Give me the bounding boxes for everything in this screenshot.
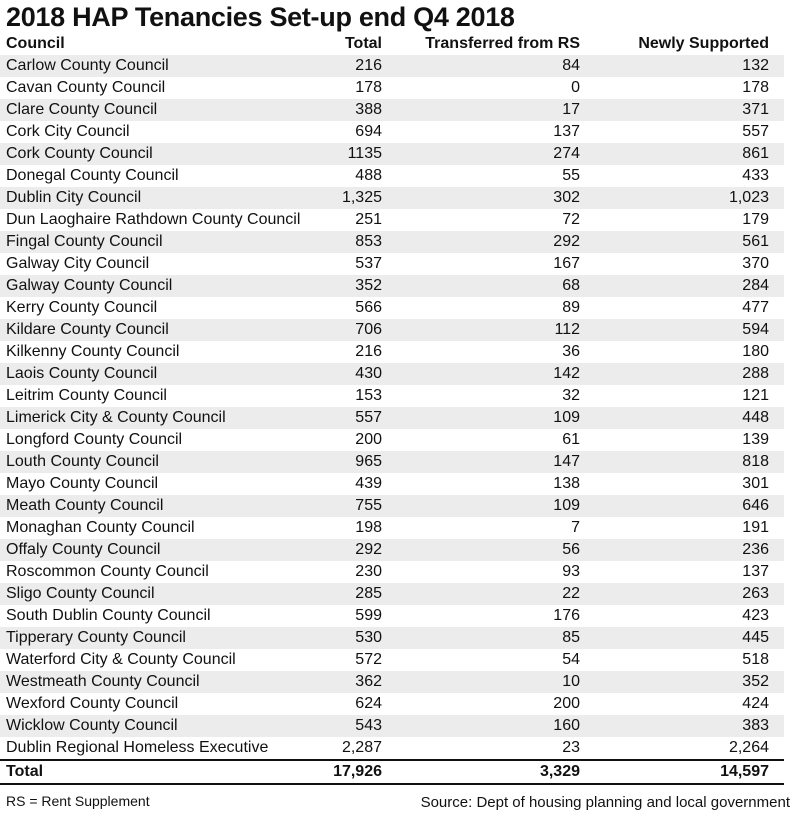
council-name: Monaghan County Council (6, 519, 195, 536)
newly-supported-value: 818 (580, 451, 769, 473)
table-row (0, 319, 784, 341)
total-value: 388 (330, 99, 382, 121)
transferred-value: 54 (562, 651, 580, 668)
spacer (769, 275, 784, 297)
table-row (0, 715, 784, 737)
total-value: 2,287 (341, 739, 382, 756)
transferred-value: 142 (382, 363, 580, 385)
council-name: Wicklow County Council (0, 715, 330, 737)
council-name: Dublin City Council (0, 187, 330, 209)
table-row (0, 77, 784, 99)
source-note: Source: Dept of housing planning and local government (420, 794, 790, 811)
council-name: Kerry County Council (6, 299, 158, 316)
total-value: 17,926 (330, 760, 382, 784)
council-name: Limerick City & County Council (0, 407, 330, 429)
total-value: 352 (330, 275, 382, 297)
newly-supported-value: 137 (742, 563, 769, 580)
newly-supported-value: 423 (742, 607, 769, 624)
total-value: 216 (330, 55, 382, 77)
transferred-value: 10 (382, 671, 580, 693)
council-name: Roscommon County Council (6, 563, 209, 580)
total-transferred: 3,329 (382, 760, 580, 784)
transferred-value: 84 (382, 55, 580, 77)
total-value: 251 (355, 211, 382, 228)
spacer (769, 760, 784, 784)
spacer (769, 363, 784, 385)
spacer (769, 627, 784, 649)
total-value: 178 (355, 79, 382, 96)
total-row (0, 760, 784, 784)
column-header-transferred: Transferred from RS (425, 35, 580, 52)
total-value: 599 (355, 607, 382, 624)
transferred-value: 200 (553, 695, 580, 712)
table-row (0, 671, 784, 693)
newly-supported-value: 861 (580, 143, 769, 165)
newly-supported-value: 132 (580, 55, 769, 77)
total-value: 439 (355, 475, 382, 492)
transferred-value: 112 (382, 319, 580, 341)
council-name: Fingal County Council (0, 231, 330, 253)
spacer (769, 495, 784, 517)
total-value: 198 (355, 519, 382, 536)
newly-supported-value: 371 (580, 99, 769, 121)
transferred-value: 7 (571, 519, 580, 536)
transferred-value: 55 (562, 167, 580, 184)
newly-supported-value: 518 (742, 651, 769, 668)
council-name: Cork City Council (6, 123, 130, 140)
council-name: Kildare County Council (0, 319, 330, 341)
spacer (769, 473, 784, 495)
total-value: 853 (330, 231, 382, 253)
council-name: South Dublin County Council (6, 607, 211, 624)
spacer (769, 253, 784, 275)
total-value: 292 (330, 539, 382, 561)
total-value: 530 (330, 627, 382, 649)
transferred-value: 89 (562, 299, 580, 316)
spacer (769, 165, 784, 187)
spacer (769, 385, 784, 407)
newly-supported-value: 594 (580, 319, 769, 341)
table-row (0, 737, 784, 760)
table-row (0, 55, 784, 77)
spacer (769, 209, 784, 231)
council-name: Waterford City & County Council (6, 651, 236, 668)
council-name: Tipperary County Council (0, 627, 330, 649)
total-value: 706 (330, 319, 382, 341)
table-row (0, 693, 784, 715)
council-name: Louth County Council (0, 451, 330, 473)
council-name: Dun Laoghaire Rathdown County Council (6, 211, 301, 228)
council-name: Offaly County Council (0, 539, 330, 561)
transferred-value: 68 (382, 275, 580, 297)
table-row (0, 517, 784, 539)
council-name: Cavan County Council (6, 79, 166, 96)
spacer (769, 429, 784, 451)
council-name: Wexford County Council (6, 695, 179, 712)
total-value: 543 (330, 715, 382, 737)
table-row (0, 605, 784, 627)
total-newly-supported: 14,597 (580, 760, 769, 784)
table-row (0, 275, 784, 297)
transferred-value: 72 (562, 211, 580, 228)
council-name: Leitrim County Council (6, 387, 167, 404)
transferred-value: 36 (562, 343, 580, 360)
spacer (769, 451, 784, 473)
newly-supported-value: 179 (742, 211, 769, 228)
total-value: 153 (355, 387, 382, 404)
table-row (0, 649, 784, 671)
total-value: 1,325 (330, 187, 382, 209)
total-value: 624 (355, 695, 382, 712)
council-name: Clare County Council (0, 99, 330, 121)
transferred-value: 85 (382, 627, 580, 649)
newly-supported-value: 288 (580, 363, 769, 385)
table-body (0, 55, 784, 760)
transferred-value: 23 (562, 739, 580, 756)
header-row (0, 33, 784, 55)
table-row (0, 407, 784, 429)
transferred-value: 109 (382, 407, 580, 429)
spacer (769, 319, 784, 341)
table-row (0, 451, 784, 473)
newly-supported-value: 433 (742, 167, 769, 184)
council-name: Galway County Council (0, 275, 330, 297)
council-name: Sligo County Council (0, 583, 330, 605)
transferred-value: 147 (382, 451, 580, 473)
table-row (0, 121, 784, 143)
table-row (0, 341, 784, 363)
total-value: 572 (355, 651, 382, 668)
newly-supported-value: 370 (742, 255, 769, 272)
newly-supported-value: 477 (742, 299, 769, 316)
table-row (0, 627, 784, 649)
footnote: RS = Rent Supplement (6, 793, 150, 809)
total-value: 694 (355, 123, 382, 140)
spacer (769, 671, 784, 693)
transferred-value: 138 (553, 475, 580, 492)
total-value: 362 (330, 671, 382, 693)
spacer (769, 99, 784, 121)
council-name: Donegal County Council (6, 167, 179, 184)
spacer (769, 297, 784, 319)
total-label: Total (0, 760, 330, 784)
spacer (769, 693, 784, 715)
spacer (769, 715, 784, 737)
transferred-value: 160 (382, 715, 580, 737)
spacer (769, 561, 784, 583)
transferred-value: 137 (553, 123, 580, 140)
newly-supported-value: 448 (580, 407, 769, 429)
column-header-total: Total (344, 35, 382, 52)
newly-supported-value: 383 (580, 715, 769, 737)
total-value: 230 (355, 563, 382, 580)
total-value: 488 (355, 167, 382, 184)
spacer (769, 737, 784, 760)
spacer (769, 121, 784, 143)
spacer (769, 231, 784, 253)
transferred-value: 17 (382, 99, 580, 121)
council-name: Dublin Regional Homeless Executive (6, 739, 269, 756)
table-row (0, 209, 784, 231)
total-value: 537 (355, 255, 382, 272)
transferred-value: 274 (382, 143, 580, 165)
chart-title: 2018 HAP Tenancies Set-up end Q4 2018 (6, 2, 515, 32)
transferred-value: 0 (571, 79, 580, 96)
transferred-value: 292 (382, 231, 580, 253)
newly-supported-value: 121 (742, 387, 769, 404)
spacer (769, 187, 784, 209)
transferred-value: 61 (562, 431, 580, 448)
spacer (769, 55, 784, 77)
newly-supported-value: 191 (742, 519, 769, 536)
table-row (0, 231, 784, 253)
table-row (0, 297, 784, 319)
total-value: 200 (355, 431, 382, 448)
table-row (0, 583, 784, 605)
table-row (0, 363, 784, 385)
transferred-value: 109 (382, 495, 580, 517)
total-value: 1135 (330, 143, 382, 165)
total-value: 965 (330, 451, 382, 473)
spacer (769, 517, 784, 539)
total-value: 755 (330, 495, 382, 517)
table-row (0, 99, 784, 121)
hap-tenancies-table (0, 33, 784, 785)
table-row (0, 253, 784, 275)
council-name: Kilkenny County Council (6, 343, 180, 360)
newly-supported-value: 2,264 (728, 739, 769, 756)
table-row (0, 473, 784, 495)
spacer (769, 649, 784, 671)
council-name: Meath County Council (0, 495, 330, 517)
column-header-newly-supported: Newly Supported (638, 35, 769, 52)
table-row (0, 385, 784, 407)
newly-supported-value: 424 (742, 695, 769, 712)
transferred-value: 93 (562, 563, 580, 580)
table-row (0, 561, 784, 583)
transferred-value: 22 (382, 583, 580, 605)
transferred-value: 167 (553, 255, 580, 272)
table-row (0, 429, 784, 451)
council-name: Cork County Council (0, 143, 330, 165)
total-value: 216 (355, 343, 382, 360)
council-name: Carlow County Council (0, 55, 330, 77)
council-name: Galway City Council (6, 255, 150, 272)
newly-supported-value: 178 (742, 79, 769, 96)
total-value: 285 (330, 583, 382, 605)
newly-supported-value: 139 (742, 431, 769, 448)
spacer (769, 605, 784, 627)
table-row (0, 495, 784, 517)
spacer (769, 33, 784, 55)
table-row (0, 187, 784, 209)
newly-supported-value: 263 (580, 583, 769, 605)
spacer (769, 341, 784, 363)
transferred-value: 176 (553, 607, 580, 624)
table-row (0, 143, 784, 165)
council-name: Westmeath County Council (0, 671, 330, 693)
transferred-value: 56 (382, 539, 580, 561)
newly-supported-value: 284 (580, 275, 769, 297)
newly-supported-value: 1,023 (580, 187, 769, 209)
spacer (769, 143, 784, 165)
column-header-council: Council (6, 35, 65, 52)
spacer (769, 539, 784, 561)
spacer (769, 583, 784, 605)
council-name: Mayo County Council (6, 475, 159, 492)
newly-supported-value: 445 (580, 627, 769, 649)
spacer (769, 77, 784, 99)
newly-supported-value: 561 (580, 231, 769, 253)
newly-supported-value: 557 (742, 123, 769, 140)
newly-supported-value: 180 (742, 343, 769, 360)
newly-supported-value: 236 (580, 539, 769, 561)
newly-supported-value: 646 (580, 495, 769, 517)
transferred-value: 302 (382, 187, 580, 209)
total-value: 557 (330, 407, 382, 429)
council-name: Laois County Council (0, 363, 330, 385)
table-row (0, 165, 784, 187)
total-value: 566 (355, 299, 382, 316)
spacer (769, 407, 784, 429)
council-name: Longford County Council (6, 431, 183, 448)
newly-supported-value: 352 (580, 671, 769, 693)
newly-supported-value: 301 (742, 475, 769, 492)
transferred-value: 32 (562, 387, 580, 404)
table-row (0, 539, 784, 561)
total-value: 430 (330, 363, 382, 385)
